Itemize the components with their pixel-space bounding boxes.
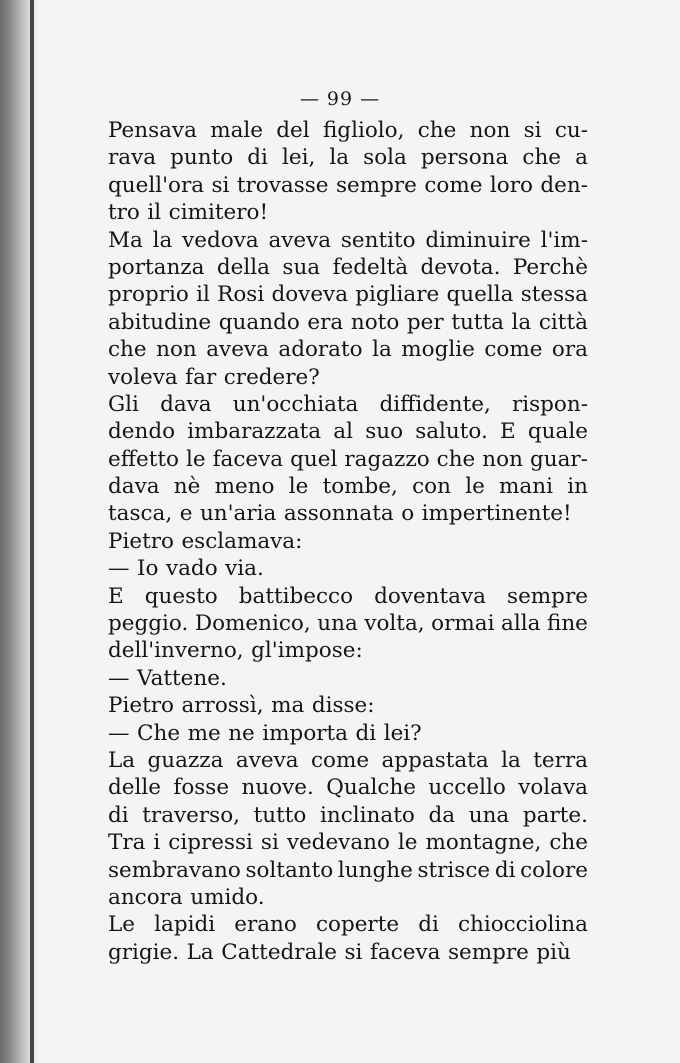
text-line: dava nè meno le tombe, con le mani in bbox=[108, 474, 588, 500]
text-line: abitudine quando era noto per tutta la città bbox=[108, 309, 588, 335]
text-line: dendo imbarazzata al suo saluto. E quale bbox=[108, 419, 588, 445]
paragraph bbox=[108, 117, 588, 227]
text-line: rava punto di lei, la sola persona che a bbox=[108, 145, 588, 171]
text-line: — Che me ne importa di lei? bbox=[108, 720, 422, 746]
text-line: peggio. Domenico, una volta, ormai alla fine bbox=[108, 611, 588, 637]
paragraph bbox=[108, 528, 588, 555]
text-line: delle fosse nuove. Qualche uccello volava bbox=[108, 775, 588, 801]
text-line: Tra i cipressi si vedevano le montagne, che bbox=[108, 830, 588, 856]
text-line: ancora umido. bbox=[108, 884, 265, 910]
text-line: che non aveva adorato la moglie come ora bbox=[108, 337, 588, 363]
paragraph bbox=[108, 692, 588, 719]
text-line: tro il cimitero! bbox=[108, 200, 269, 226]
text-line: La guazza aveva come appastata la terra bbox=[108, 747, 588, 773]
paragraph bbox=[108, 911, 588, 966]
text-line: voleva far credere? bbox=[108, 364, 320, 390]
paragraph bbox=[108, 747, 588, 911]
text-line: Pietro esclamava: bbox=[108, 528, 303, 554]
text-line: di traverso, tutto inclinato da una parte. bbox=[108, 802, 588, 828]
paragraph bbox=[108, 583, 588, 665]
text-line: quell'ora si trovasse sempre come loro den- bbox=[108, 172, 588, 198]
text-line: portanza della sua fedeltà devota. Perchè bbox=[108, 254, 588, 280]
paragraph bbox=[108, 720, 588, 747]
paragraph bbox=[108, 391, 588, 528]
text-line: Ma la vedova aveva sentito diminuire l'im- bbox=[108, 227, 588, 253]
text-line: — Io vado via. bbox=[108, 556, 264, 582]
text-line: Pietro arrossì, ma disse: bbox=[108, 693, 375, 719]
text-line: Gli dava un'occhiata diffidente, rispon- bbox=[108, 391, 588, 417]
page-number: — 99 — bbox=[299, 88, 381, 110]
text-line: proprio il Rosi doveva pigliare quella stessa bbox=[108, 282, 588, 308]
paragraph bbox=[108, 227, 588, 391]
page-binding-edge bbox=[30, 0, 34, 1063]
text-line: Pensava male del figliolo, che non si cu- bbox=[108, 118, 588, 143]
paragraph bbox=[108, 555, 588, 582]
body-text bbox=[108, 117, 588, 966]
text-line: dell'inverno, gl'impose: bbox=[108, 638, 363, 664]
text-line: E questo battibecco doventava sempre bbox=[108, 583, 588, 609]
text-line: tasca, e un'aria assonnata o impertinente! bbox=[108, 501, 572, 527]
text-line: effetto le faceva quel ragazzo che non guar- bbox=[108, 446, 588, 472]
text-line: Le lapidi erano coperte di chiocciolina bbox=[108, 912, 588, 938]
paragraph bbox=[108, 665, 588, 692]
text-line: grigie. La Cattedrale si faceva sempre più bbox=[108, 939, 571, 965]
text-line: sembravano soltanto lunghe strisce di colore bbox=[108, 857, 588, 883]
text-line: — Vattene. bbox=[108, 665, 227, 691]
